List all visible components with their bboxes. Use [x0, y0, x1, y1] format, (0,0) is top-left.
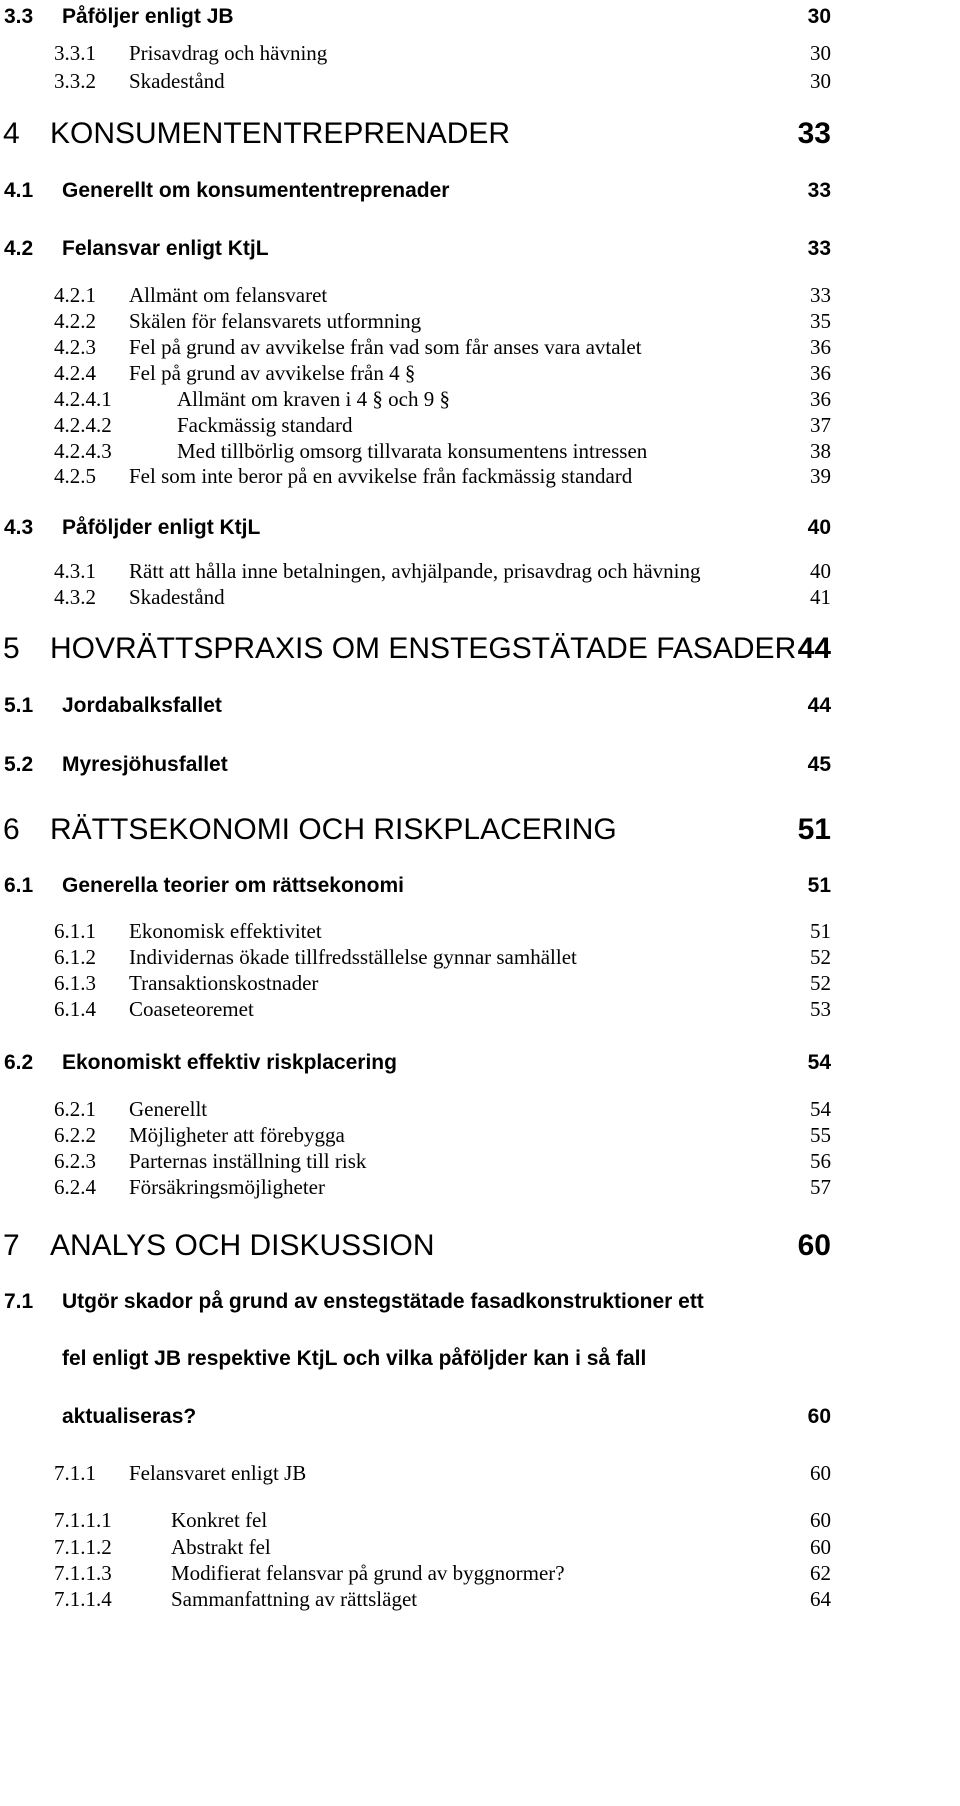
toc-entry-title: Jordabalksfallet [62, 694, 222, 717]
toc-entry-page-number: 60 [807, 1405, 831, 1428]
toc-entry-title: Abstrakt fel [171, 1535, 271, 1559]
toc-entry-title: Generellt om konsumententreprenader [62, 179, 450, 202]
toc-entry-number: 6.2.3 [54, 1149, 96, 1173]
toc-entry-level-1[interactable] [3, 812, 831, 848]
toc-entry-level-2[interactable] [4, 515, 831, 541]
toc-entry-level-3[interactable] [54, 463, 831, 489]
toc-entry-level-3[interactable] [54, 1122, 831, 1148]
toc-entry-page-number: 56 [810, 1149, 831, 1173]
toc-entry-level-2[interactable] [4, 752, 831, 778]
toc-entry-number: 7.1.1.4 [54, 1587, 112, 1611]
toc-entry-level-2[interactable] [4, 178, 831, 204]
toc-entry-level-4[interactable] [54, 438, 831, 464]
toc-entry-title: Transaktionskostnader [129, 971, 319, 995]
toc-entry-page-number: 54 [807, 1051, 831, 1074]
toc-entry-page-number: 44 [807, 694, 831, 717]
toc-entry-page-number: 40 [807, 516, 831, 539]
toc-entry-level-2[interactable] [4, 1346, 831, 1372]
toc-entry-title: Generella teorier om rättsekonomi [62, 874, 404, 897]
toc-entry-title: Coaseteoremet [129, 997, 254, 1021]
toc-entry-title: Konkret fel [171, 1508, 268, 1532]
toc-entry-level-1[interactable] [3, 1228, 831, 1264]
toc-entry-page-number: 60 [810, 1461, 831, 1485]
toc-entry-page-number: 30 [807, 5, 831, 28]
toc-entry-title: Parternas inställning till risk [129, 1149, 367, 1173]
toc-entry-number: 7.1.1.1 [54, 1508, 112, 1532]
toc-entry-title: fel enligt JB respektive KtjL och vilka påföljder kan i så fall [62, 1347, 647, 1370]
toc-entry-page-number: 57 [810, 1175, 831, 1199]
toc-entry-level-2[interactable] [4, 873, 831, 899]
toc-entry-page-number: 39 [810, 464, 831, 488]
toc-entry-title: Individernas ökade tillfredsställelse gynnar samhället [129, 945, 577, 969]
toc-entry-level-3[interactable] [54, 1096, 831, 1122]
toc-entry-page-number: 33 [807, 179, 831, 202]
toc-entry-number: 6.1.1 [54, 919, 96, 943]
toc-entry-number: 4 [3, 117, 20, 150]
toc-entry-page-number: 38 [810, 439, 831, 463]
toc-entry-level-4[interactable] [54, 1560, 831, 1586]
toc-entry-number: 4.3.1 [54, 559, 96, 583]
toc-entry-level-4[interactable] [54, 1534, 831, 1560]
toc-entry-level-4[interactable] [54, 386, 831, 412]
toc-entry-title: Skadestånd [129, 585, 225, 609]
toc-entry-page-number: 52 [810, 945, 831, 969]
toc-entry-title: Ekonomisk effektivitet [129, 919, 322, 943]
toc-entry-level-1[interactable] [3, 631, 831, 667]
toc-entry-title: HOVRÄTTSPRAXIS OM ENSTEGSTÄTADE FASADER [50, 632, 797, 665]
toc-entry-title: Skälen för felansvarets utformning [129, 309, 422, 333]
toc-entry-page-number: 36 [810, 335, 831, 359]
toc-entry-number: 7.1 [4, 1290, 34, 1313]
toc-entry-title: Fel på grund av avvikelse från vad som får anses vara avtalet [129, 335, 642, 359]
toc-entry-number: 4.2 [4, 237, 34, 260]
toc-entry-title: Generellt [129, 1097, 208, 1121]
toc-entry-page-number: 33 [797, 117, 831, 150]
toc-entry-title: Prisavdrag och hävning [129, 41, 328, 65]
toc-entry-title: Skadestånd [129, 69, 225, 93]
toc-entry-number: 4.2.4.3 [54, 439, 112, 463]
toc-entry-title: Allmänt om kraven i 4 § och 9 § [177, 387, 450, 411]
toc-entry-number: 6.1.3 [54, 971, 96, 995]
toc-entry-page-number: 33 [810, 283, 831, 307]
toc-entry-number: 4.2.5 [54, 464, 96, 488]
toc-entry-page-number: 36 [810, 387, 831, 411]
toc-entry-level-4[interactable] [54, 412, 831, 438]
toc-entry-level-3[interactable] [54, 40, 831, 66]
toc-entry-page-number: 30 [810, 69, 831, 93]
toc-entry-title: Försäkringsmöjligheter [129, 1175, 325, 1199]
toc-entry-number: 4.2.4.1 [54, 387, 112, 411]
toc-entry-page-number: 51 [810, 919, 831, 943]
toc-entry-number: 4.2.4 [54, 361, 96, 385]
toc-entry-title: ANALYS OCH DISKUSSION [50, 1229, 435, 1262]
toc-entry-page-number: 64 [810, 1587, 831, 1611]
toc-entry-title: aktualiseras? [62, 1405, 197, 1428]
toc-entry-page-number: 35 [810, 309, 831, 333]
toc-entry-level-2[interactable] [4, 1404, 831, 1430]
toc-entry-level-2[interactable] [4, 4, 831, 30]
toc-entry-number: 4.3 [4, 516, 34, 539]
toc-entry-level-3[interactable] [54, 1174, 831, 1200]
toc-entry-page-number: 55 [810, 1123, 831, 1147]
toc-entry-number: 4.2.1 [54, 283, 96, 307]
toc-entry-number: 5 [3, 632, 20, 665]
toc-entry-number: 6.1.2 [54, 945, 96, 969]
toc-entry-number: 7.1.1 [54, 1461, 96, 1485]
toc-entry-title: Ekonomiskt effektiv riskplacering [62, 1051, 397, 1074]
toc-entry-number: 7.1.1.2 [54, 1535, 112, 1559]
toc-entry-level-2[interactable] [4, 1289, 831, 1315]
toc-entry-level-3[interactable] [54, 584, 831, 610]
toc-entry-number: 6.1.4 [54, 997, 96, 1021]
toc-entry-number: 4.2.4.2 [54, 413, 112, 437]
toc-entry-page-number: 60 [810, 1508, 831, 1532]
toc-entry-number: 4.3.2 [54, 585, 96, 609]
toc-entry-title: Fackmässig standard [177, 413, 353, 437]
toc-entry-page-number: 53 [810, 997, 831, 1021]
toc-entry-page-number: 36 [810, 361, 831, 385]
toc-entry-title: Felansvaret enligt JB [129, 1461, 307, 1485]
toc-entry-number: 3.3.1 [54, 41, 96, 65]
toc-entry-title: Modifierat felansvar på grund av byggnormer? [171, 1561, 565, 1585]
toc-entry-level-3[interactable] [54, 996, 831, 1022]
toc-entry-page-number: 37 [810, 413, 831, 437]
toc-entry-number: 7.1.1.3 [54, 1561, 112, 1585]
toc-entry-level-3[interactable] [54, 334, 831, 360]
toc-entry-level-2[interactable] [4, 693, 831, 719]
toc-entry-page-number: 62 [810, 1561, 831, 1585]
toc-entry-page-number: 60 [810, 1535, 831, 1559]
toc-entry-number: 4.2.2 [54, 309, 96, 333]
toc-entry-level-1[interactable] [3, 116, 831, 152]
toc-entry-level-2[interactable] [4, 1050, 831, 1076]
toc-entry-level-3[interactable] [54, 360, 831, 386]
toc-entry-level-3[interactable] [54, 944, 831, 970]
toc-entry-page-number: 33 [807, 237, 831, 260]
toc-entry-page-number: 44 [797, 632, 831, 665]
toc-entry-number: 5.2 [4, 753, 34, 776]
toc-entry-page-number: 30 [810, 41, 831, 65]
toc-entry-page-number: 54 [810, 1097, 831, 1121]
toc-entry-title: Myresjöhusfallet [62, 753, 228, 776]
toc-entry-level-3[interactable] [54, 282, 831, 308]
toc-entry-number: 6.2 [4, 1051, 34, 1074]
toc-entry-level-3[interactable] [54, 1148, 831, 1174]
toc-entry-page-number: 41 [810, 585, 831, 609]
toc-entry-level-2[interactable] [4, 236, 831, 262]
toc-entry-number: 7 [3, 1229, 20, 1262]
toc-entry-title: Påföljder enligt KtjL [62, 516, 261, 539]
toc-entry-page-number: 45 [807, 753, 831, 776]
toc-entry-title: Med tillbörlig omsorg tillvarata konsumentens intressen [177, 439, 648, 463]
toc-entry-number: 6.2.2 [54, 1123, 96, 1147]
toc-entry-title: RÄTTSEKONOMI OCH RISKPLACERING [50, 813, 617, 846]
toc-entry-level-3[interactable] [54, 918, 831, 944]
toc-entry-number: 5.1 [4, 694, 34, 717]
toc-entry-title: Rätt att hålla inne betalningen, avhjälpande, prisavdrag och hävning [129, 559, 701, 583]
toc-entry-title: Sammanfattning av rättsläget [171, 1587, 418, 1611]
toc-entry-title: Felansvar enligt KtjL [62, 237, 269, 260]
toc-entry-title: Påföljer enligt JB [62, 5, 234, 28]
toc-entry-number: 4.2.3 [54, 335, 96, 359]
toc-entry-level-3[interactable] [54, 68, 831, 94]
toc-entry-title: Fel som inte beror på en avvikelse från fackmässig standard [129, 464, 633, 488]
toc-entry-page-number: 51 [807, 874, 831, 897]
toc-entry-level-3[interactable] [54, 558, 831, 584]
toc-entry-title: Fel på grund av avvikelse från 4 § [129, 361, 416, 385]
toc-entry-page-number: 40 [810, 559, 831, 583]
toc-entry-page-number: 60 [797, 1229, 831, 1262]
toc-entry-level-3[interactable] [54, 308, 831, 334]
toc-entry-level-3[interactable] [54, 1460, 831, 1486]
toc-entry-title: KONSUMENTENTREPRENADER [50, 117, 511, 150]
toc-entry-number: 4.1 [4, 179, 34, 202]
toc-entry-page-number: 51 [797, 813, 831, 846]
toc-entry-title: Möjligheter att förebygga [129, 1123, 345, 1147]
toc-entry-level-4[interactable] [54, 1586, 831, 1612]
toc-entry-page-number: 52 [810, 971, 831, 995]
toc-entry-level-4[interactable] [54, 1507, 831, 1533]
toc-entry-number: 6.2.4 [54, 1175, 96, 1199]
toc-entry-title: Utgör skador på grund av enstegstätade fasadkonstruktioner ett [62, 1290, 704, 1313]
toc-entry-level-3[interactable] [54, 970, 831, 996]
toc-entry-number: 3.3 [4, 5, 34, 28]
toc-entry-number: 6.1 [4, 874, 34, 897]
toc-entry-title: Allmänt om felansvaret [129, 283, 328, 307]
toc-entry-number: 6 [3, 813, 20, 846]
toc-entry-number: 6.2.1 [54, 1097, 96, 1121]
toc-entry-number: 3.3.2 [54, 69, 96, 93]
